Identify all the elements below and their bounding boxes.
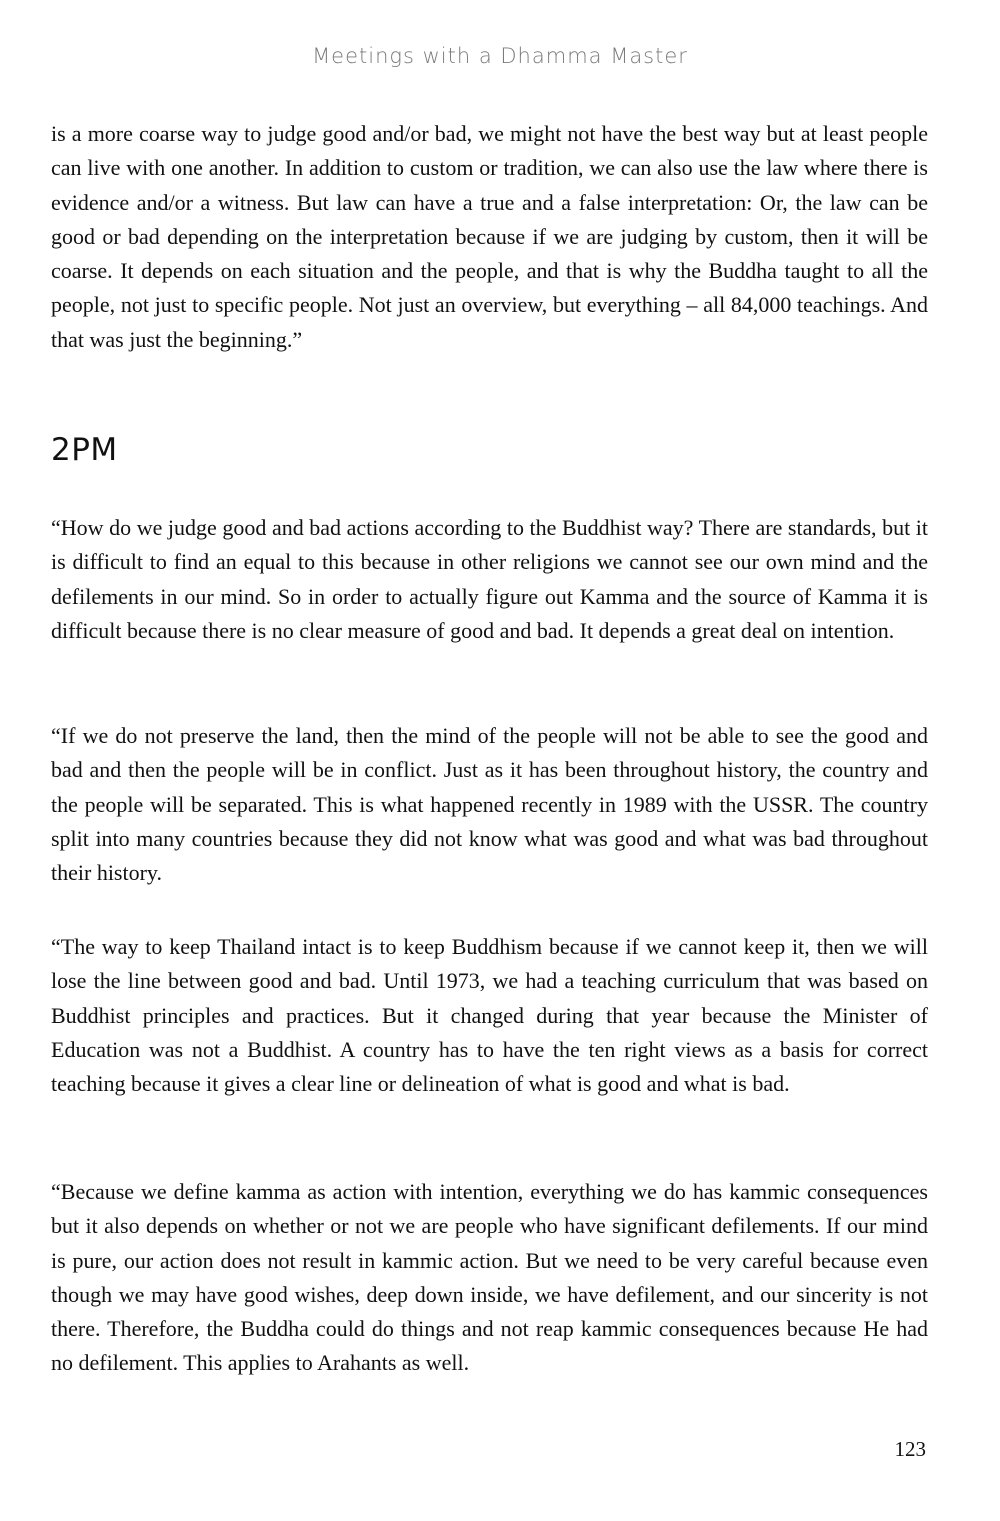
section-heading: 2PM (51, 432, 118, 468)
paragraph: “The way to keep Thailand intact is to keep Buddhism because if we cannot keep it, then we will lose the line between good and bad. Until 1973, we had a teaching curriculum that was based on Buddhist principles and practices. But it changed during that year because the Minister of Education was not a Buddhist. A country has to have the ten right views as a basis for correct teaching because it gives a clear line or delineation of what is good and what is bad. (51, 934, 928, 1097)
running-header: Meetings with a Dhamma Master (312, 44, 688, 68)
paragraph: “How do we judge good and bad actions according to the Buddhist way? There are standards, but it is difficult to find an equal to this because in other religions we cannot see our own mind and the defilements in our mind. So in order to actually figure out Kamma and the source of Kamma it is difficult because there is no clear measure of good and bad. It depends a great deal on intention. (51, 515, 928, 643)
page-number: 123 (894, 1437, 926, 1461)
paragraph: is a more coarse way to judge good and/or bad, we might not have the best way but at least people can live with one another. In addition to custom or tradition, we can also use the law where there is evidence and/or a witness. But law can have a true and a false interpretation: Or, the law can be good or bad depending on the interpretation because if we are judging by custom, then it will be coarse. It depends on each situation and the people, and that is why the Buddha taught to all the people, not just to specific people. Not just an overview, but everything – all 84,000 teachings. And that was just the beginning.” (51, 121, 928, 352)
paragraph: “If we do not preserve the land, then the mind of the people will not be able to see the good and bad and then the people will be in conflict. Just as it has been throughout history, the country and the people will be separated. This is what happened recently in 1989 with the USSR. The country split into many countries because they did not know what was good and what was bad throughout their history. (51, 723, 928, 886)
paragraph: “Because we define kamma as action with intention, everything we do has kammic consequences but it also depends on whether or not we are people who have significant defilements. If our mind is pure, our action does not result in kammic action. But we need to be very careful because even though we may have good wishes, deep down inside, we have defilement, and our sincerity is not there. Therefore, the Buddha could do things and not reap kammic consequences because He had no defilement. This applies to Arahants as well. (51, 1179, 928, 1376)
